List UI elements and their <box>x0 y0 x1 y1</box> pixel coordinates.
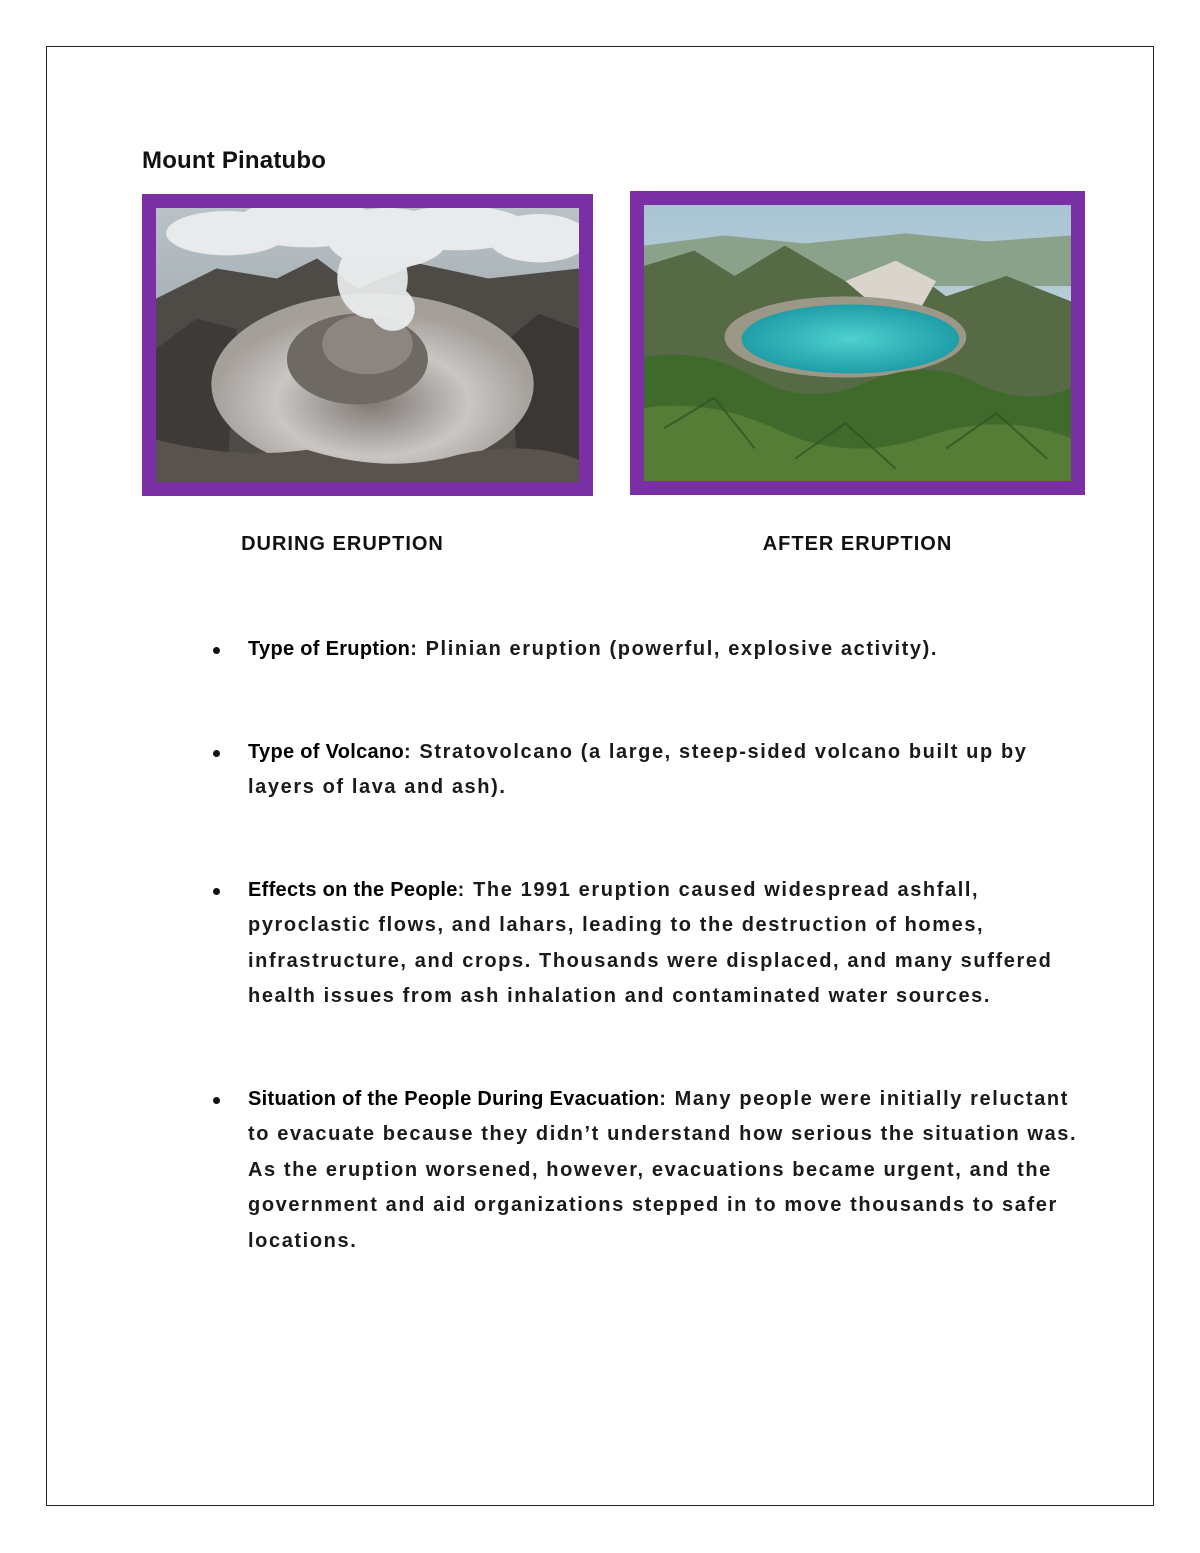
fact-eruption-type <box>211 632 1091 668</box>
fact-effects-on-people <box>211 873 1091 1015</box>
fact-term: Type of Volcano <box>248 740 404 763</box>
photo-after-eruption <box>630 191 1085 495</box>
fact-volcano-type <box>211 735 1091 806</box>
fact-text: : Many people were initially reluctant to evacuate because they didn’t understand how serious the situation was. As the eruption worsened, however, evacuations became urgent, and the government and aid organizations stepped in to move thousands to safer locations. <box>248 1087 1078 1252</box>
fact-evacuation-situation <box>211 1082 1091 1260</box>
caption-after-eruption: AFTER ERUPTION <box>762 533 953 555</box>
caption-during-eruption: DURING ERUPTION <box>241 533 444 555</box>
photo-during-eruption <box>142 194 593 496</box>
fact-text: : Plinian eruption (powerful, explosive activity). <box>410 638 939 660</box>
fact-term: Effects on the People <box>248 878 458 901</box>
facts-list <box>211 632 1091 1259</box>
page-title: Mount Pinatubo <box>142 147 327 174</box>
document-page <box>46 46 1154 1506</box>
fact-term: Situation of the People During Evacuation <box>248 1087 660 1110</box>
after-eruption-image <box>644 205 1071 481</box>
fact-text: : Stratovolcano (a large, steep-sided volcano built up by layers of lava and ash). <box>248 740 1028 798</box>
fact-text: : The 1991 eruption caused widespread ashfall, pyroclastic flows, and lahars, leading to the destruction of homes, infrastructure, and crops. Thousands were displaced, and many suffered health issues from ash inhalation and contaminated water sources. <box>248 878 1053 1007</box>
fact-term: Type of Eruption <box>248 638 411 660</box>
during-eruption-image <box>156 208 579 482</box>
